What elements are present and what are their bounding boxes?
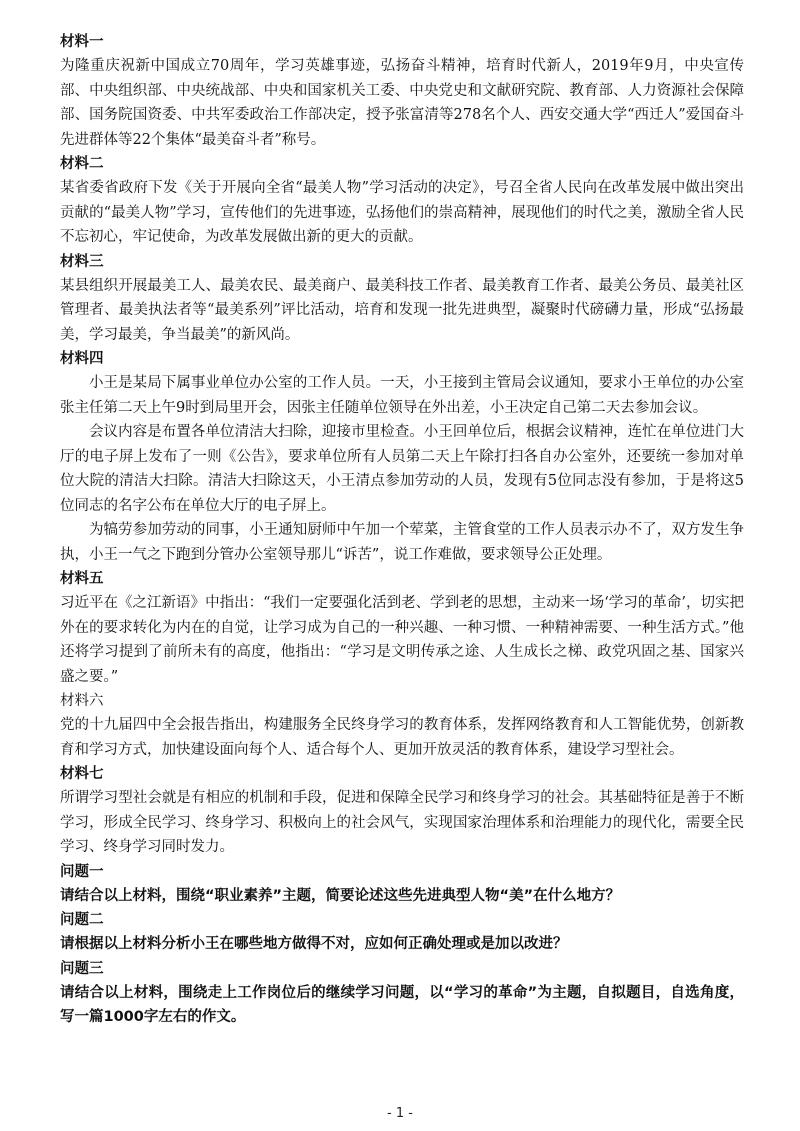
material-5-heading: 材料五	[60, 571, 104, 587]
question-2-heading: 问题二	[60, 912, 104, 928]
material-4-heading: 材料四	[60, 351, 104, 367]
material-2-heading: 材料二	[60, 156, 104, 172]
document-body	[60, 30, 744, 1030]
material-3-heading: 材料三	[60, 253, 104, 270]
question-1-text: 请结合以上材料，围绕“职业素养”主题，简要论述这些先进典型人物“美”在什么地方？	[60, 887, 621, 904]
material-2-text: 某省委省政府下发《关于开展向全省“最美人物”学习活动的决定》，号召全省人民向在改革发展中做出突出贡献的“最美人物”学习，宣传他们的先进事迹，弘扬他们的崇高精神，展现他们的时代之美，激励全省人民不忘初心，牢记使命，为改革发展做出新的更大的贡献。	[60, 180, 744, 245]
material-1-heading: 材料一	[60, 34, 104, 50]
material-4-paragraph-1: 小王是某局下属事业单位办公室的工作人员。一天，小王接到主管局会议通知，要求小王单位的办公室张主任第二天上午9时到局里开会，因张主任随单位领导在外出差，小王决定自己第二天去参加会议。	[60, 375, 744, 416]
material-3-text: 某县组织开展最美工人、最美农民、最美商户、最美科技工作者、最美教育工作者、最美公务员、最美社区管理者、最美执法者等“最美系列”评比活动，培育和发现一批先进典型，凝聚时代磅礴力量，形成“弘扬最美，学习最美，争当最美”的新风尚。	[60, 277, 744, 343]
material-7-heading: 材料七	[60, 766, 104, 782]
question-1-heading: 问题一	[60, 863, 104, 880]
material-4-paragraph-2: 会议内容是布置各单位清洁大扫除，迎接市里检查。小王回单位后，根据会议精神，连忙在单位进门大厅的电子屏上发布了一则《公告》，要求单位所有人员第二天上午除打扫各自办公室外，还要统一参加对单位大院的清洁大扫除。清洁大扫除这天，小王清点参加劳动的人员，发现有5位同志没有参加，于是将这5位同志的名字公布在单位大厅的电子屏上。	[60, 424, 744, 514]
question-2-text: 请根据以上材料分析小王在哪些地方做得不对，应如何正确处理或是加以改进？	[60, 936, 568, 952]
material-6-text: 党的十九届四中全会报告指出，构建服务全民终身学习的教育体系，发挥网络教育和人工智能优势，创新教育和学习方式，加快建设面向每个人、适合每个人、更加开放灵活的教育体系，建设学习型社会。	[60, 717, 744, 758]
question-3-heading: 问题三	[60, 960, 104, 977]
material-5-text: 习近平在《之江新语》中指出：“我们一定要强化活到老、学到老的思想，主动来一场‘学习的革命’，切实把外在的要求转化为内在的自觉，让学习成为自己的一种兴趣、一种习惯、一种精神需要、一种生活方式。”他还将学习提到了前所未有的高度，他指出：“学习是文明传承之途、人生成长之梯、政党巩固之基、国家兴盛之要。”	[60, 595, 744, 685]
material-6-heading: 材料六	[60, 693, 104, 709]
material-7-text: 所谓学习型社会就是有相应的机制和手段，促进和保障全民学习和终身学习的社会。其基础特征是善于不断学习，形成全民学习、终身学习、积极向上的社会风气，实现国家治理体系和治理能力的现代化，需要全民学习、终身学习同时发力。	[60, 790, 744, 855]
material-1-text: 为隆重庆祝新中国成立70周年，学习英雄事迹，弘扬奋斗精神，培育时代新人，2019年9月，中央宣传部、中央组织部、中央统战部、中央和国家机关工委、中央党史和文献研究院、教育部、人力资源社会保障部、国务院国资委、中共军委政治工作部决定，授予张富清等278名个人、西安交通大学“西迁人”爱国奋斗先进群体等22个集体“最美奋斗者”称号。	[60, 58, 744, 148]
material-4-paragraph-3: 为犒劳参加劳动的同事，小王通知厨师中午加一个荤菜，主管食堂的工作人员表示办不了，双方发生争执，小王一气之下跑到分管办公室领导那儿“诉苦”，说工作难做，要求领导公正处理。	[60, 522, 744, 563]
question-3-text: 请结合以上材料，围绕走上工作岗位后的继续学习问题，以“学习的革命”为主题，自拟题目，自选角度，写一篇1000字左右的作文。	[60, 984, 744, 1025]
page-number: - 1 -	[387, 1106, 413, 1121]
